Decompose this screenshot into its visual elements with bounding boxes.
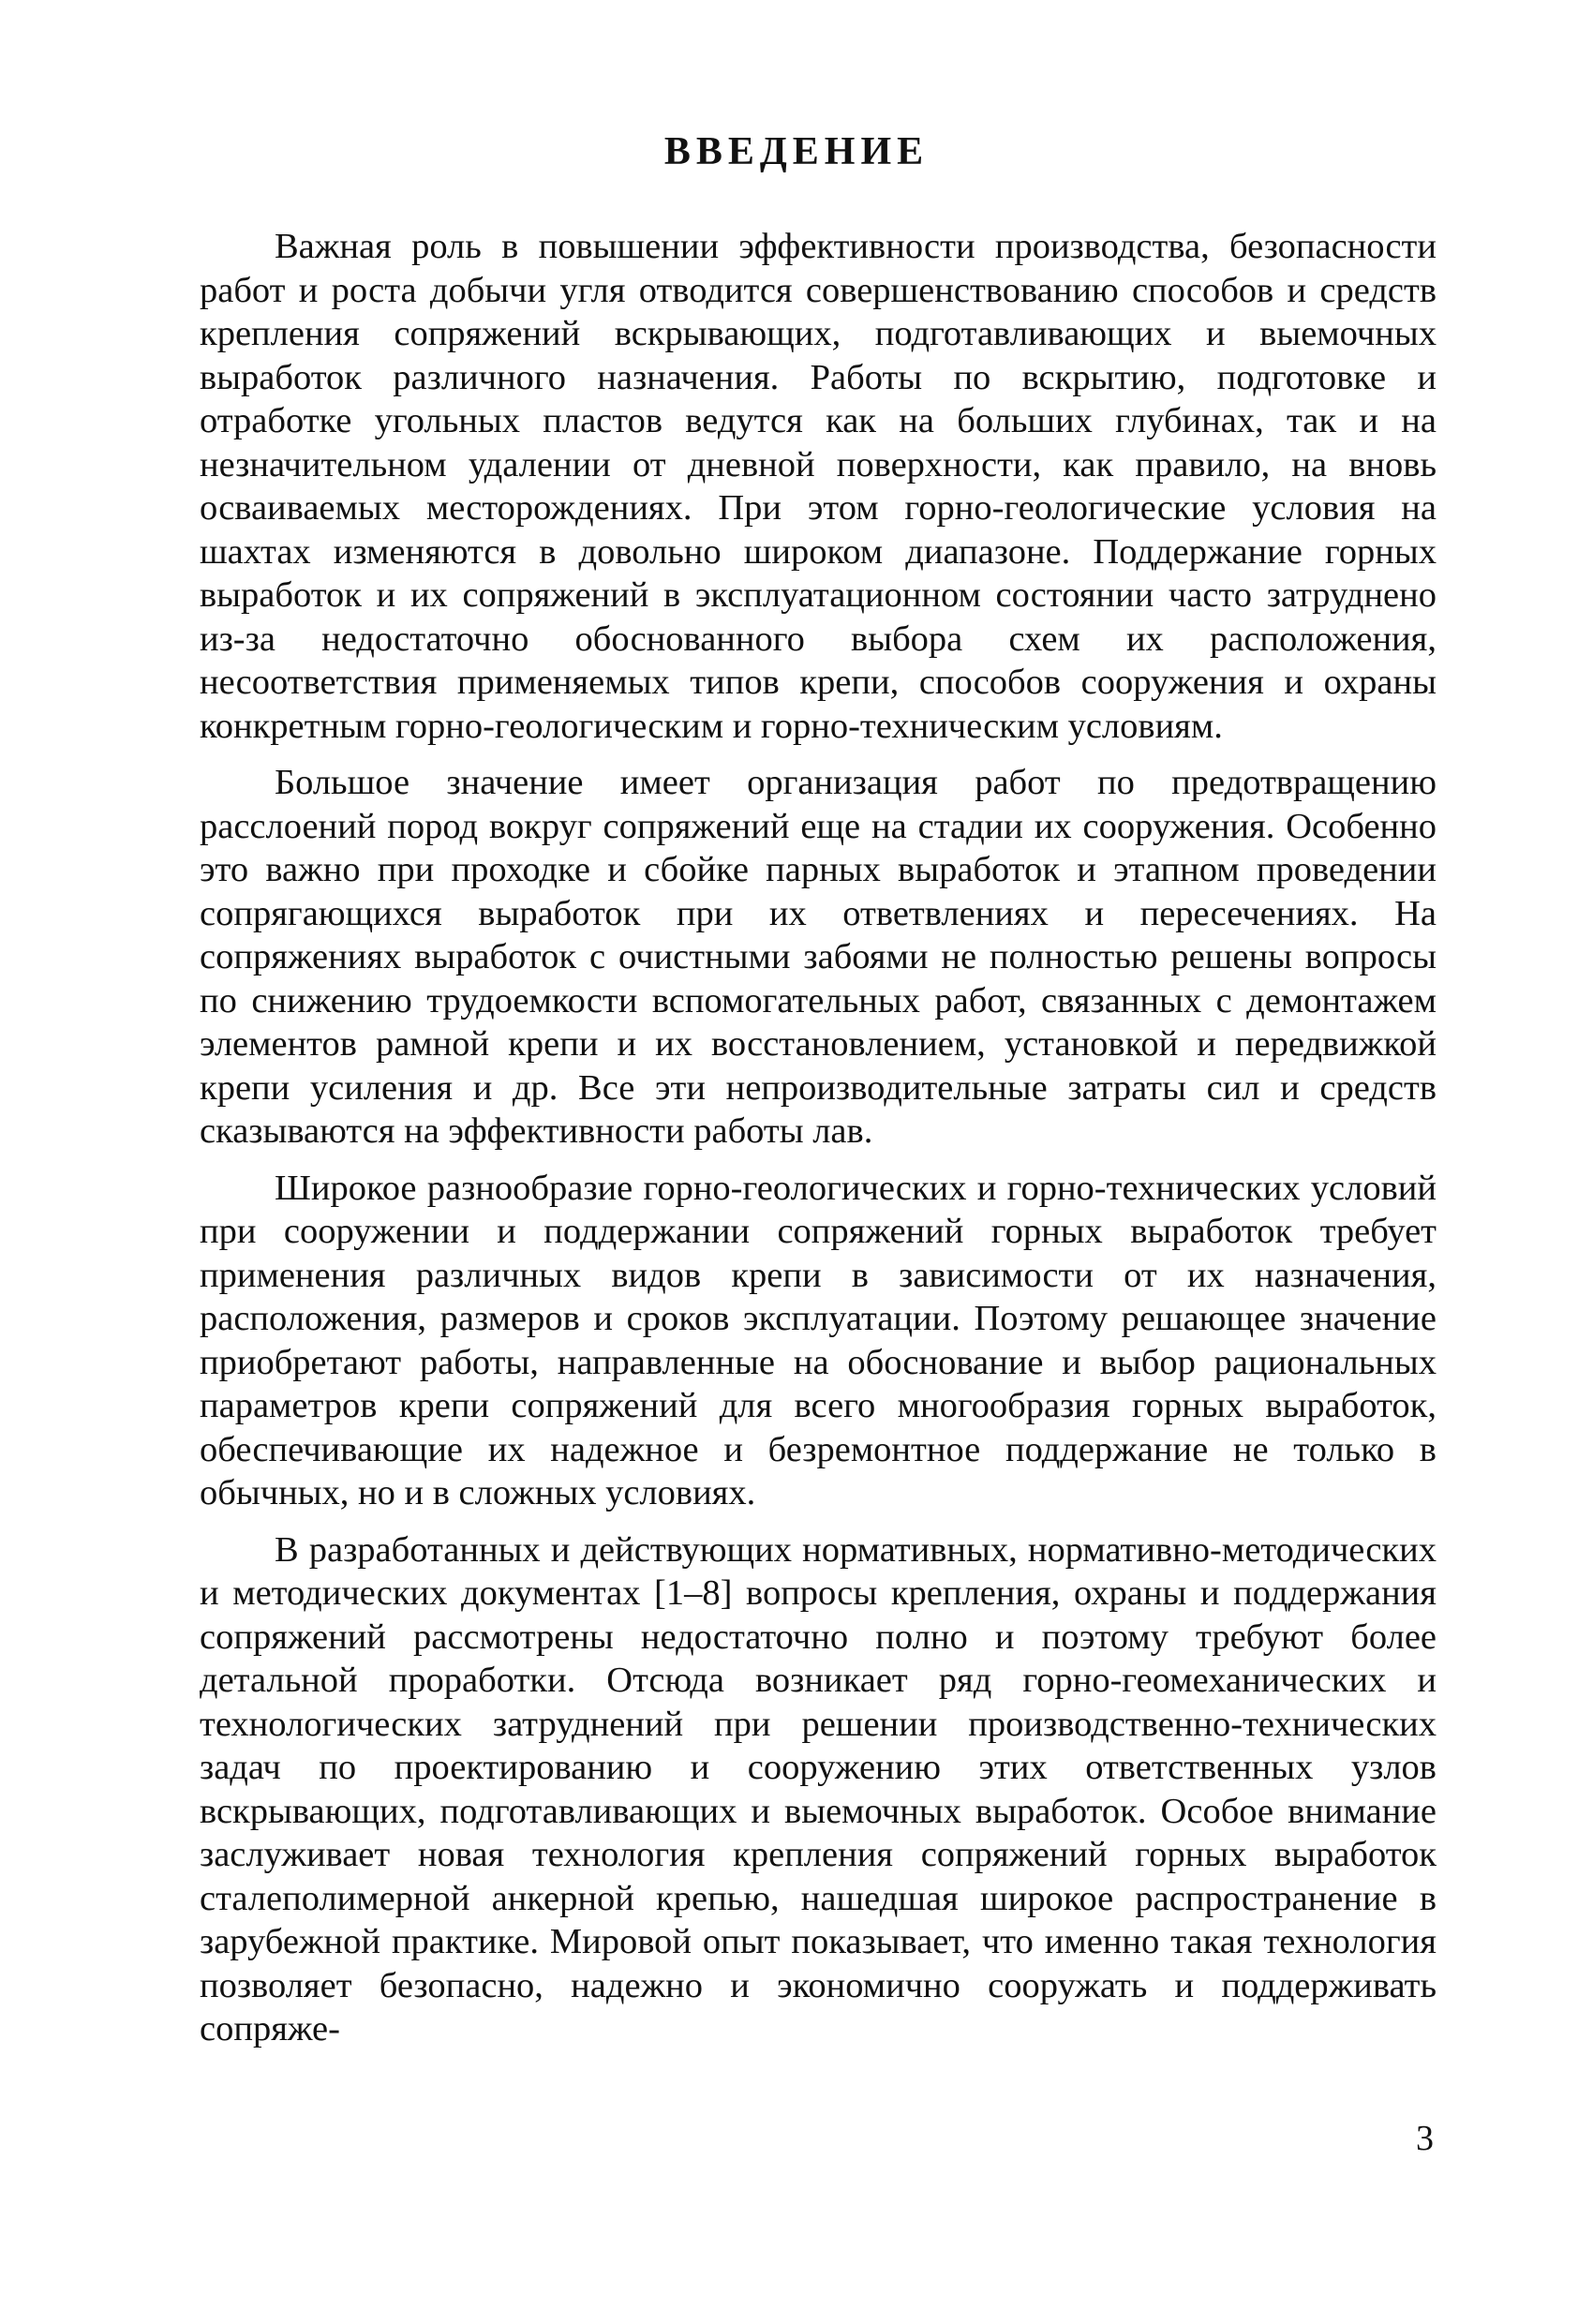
body-text xyxy=(200,225,1437,2064)
paragraph: Большое значение имеет организация работ по предотвращению расслоений пород вокруг сопряжений еще на стадии их сооружения. Особенно это важно при проходке и сбойке парных выработок и этапном проведении сопрягающихся выработок при их ответвлениях и пересечениях. На сопряжениях выработок с очистными забоями не полностью решены вопросы по снижению трудоемкости вспомогательных работ, связанных с демонтажем элементов рамной крепи и их восстановлением, установкой и передвижкой крепи усиления и др. Все эти непроизводительные затраты сил и средств сказываются на эффективности работы лав. xyxy=(200,763,1437,1151)
paragraph: Широкое разнообразие горно-геологических и горно-технических условий при сооружении и поддержании сопряжений горных выработок требует применения различных видов крепи в зависимости от их назначения, расположения, размеров и сроков эксплуатации. Поэтому решающее значение приобретают работы, направленные на обоснование и выбор рациональных параметров крепи сопряжений для всего многообразия горных выработок, обеспечивающие их надежное и безремонтное поддержание не только в обычных, но и в сложных условиях. xyxy=(200,1168,1437,1512)
paragraph: В разработанных и действующих нормативных, нормативно-методических и методических документах [1–8] вопросы крепления, охраны и поддержания сопряжений рассмотрены недостаточно полно и поэтому требуют более детальной проработки. Отсюда возникает ряд горно-геомеханических и технологических затруднений при решении производственно-технических задач по проектированию и сооружению этих ответственных узлов вскрывающих, подготавливающих и выемочных выработок. Особое внимание заслуживает новая технология крепления сопряжений горных выработок сталеполимерной анкерной крепью, нашедшая широкое распространение в зарубежной практике. Мировой опыт показывает, что именно такая технология позволяет безопасно, надежно и экономично сооружать и поддерживать сопряже- xyxy=(200,1529,1437,2048)
paragraph: Важная роль в повышении эффективности производства, безопасности работ и роста добычи угля отводится совершенствованию способов и средств крепления сопряжений вскрывающих, подготавливающих и выемочных выработок различного назначения. Работы по вскрытию, подготовке и отработке угольных пластов ведутся как на больших глубинах, так и на незначительном удалении от дневной поверхности, как правило, на вновь осваиваемых месторождениях. При этом горно-геологические условия на шахтах изменяются в довольно широком диапазоне. Поддержание горных выработок и их сопряжений в эксплуатационном состоянии часто затруднено из-за недостаточно обоснованного выбора схем их расположения, несоответствия применяемых типов крепи, способов сооружения и охраны конкретным горно-геологическим и горно-техническим условиям. xyxy=(200,227,1437,746)
page-title: ВВЕДЕНИЕ xyxy=(663,130,930,173)
page-number: 3 xyxy=(1416,2119,1434,2158)
